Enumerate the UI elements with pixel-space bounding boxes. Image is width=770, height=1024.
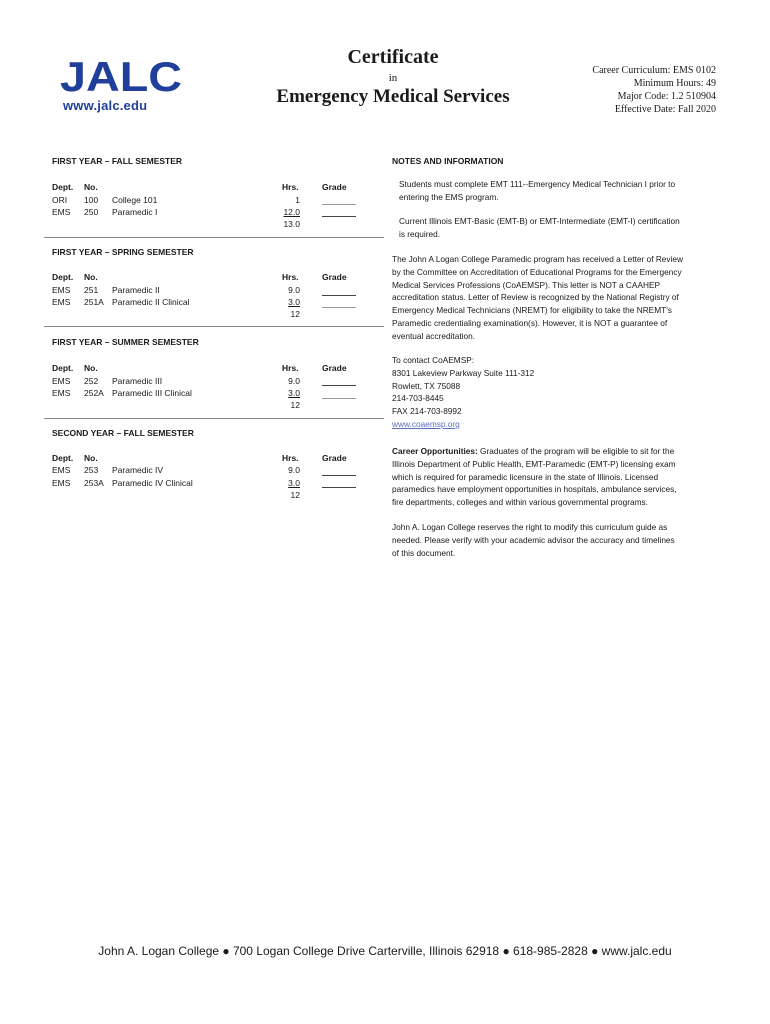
accreditation-note — [392, 253, 716, 343]
note-line: Students must complete EMT 111--Emergency Medical Technician I prior to — [399, 179, 676, 189]
semester-total-hours: 12 — [290, 490, 300, 500]
minimum-hours: Minimum Hours: 49 — [633, 78, 716, 89]
course-hours: 3.0 — [288, 478, 300, 488]
course-dept: EMS — [52, 465, 71, 475]
course-hours: 9.0 — [288, 465, 300, 475]
semester-title: FIRST YEAR – SPRING SEMESTER — [52, 247, 194, 257]
course-hours: 9.0 — [288, 285, 300, 295]
grade-header: Grade — [322, 182, 347, 192]
effective-date: Effective Date: Fall 2020 — [614, 104, 716, 115]
section-divider — [44, 237, 384, 238]
coaemsp-contact — [392, 354, 716, 431]
prerequisite-note — [399, 178, 723, 204]
hrs-header: Hrs. — [282, 453, 299, 463]
note-line: paramedics have employment opportunities in hospitals, ambulance services, — [392, 484, 677, 495]
dept-header: Dept. — [52, 363, 74, 373]
hrs-header: Hrs. — [282, 363, 299, 373]
note-line: Medical Services Professions (CoAEMSP). This letter is NOT a CAAHEP — [392, 279, 661, 290]
dept-header: Dept. — [52, 182, 74, 192]
footer-address: John A. Logan College ● 700 Logan College Drive Carterville, Illinois 62918 ● 618-985-2828 ● www.jalc.edu — [98, 944, 672, 958]
grade-blank — [322, 487, 356, 488]
note-line: of this document. — [392, 547, 456, 558]
no-header: No. — [84, 363, 98, 373]
course-dept: EMS — [52, 388, 71, 398]
contact-address: 8301 Lakeview Parkway Suite 111-312 — [392, 367, 535, 378]
career-text: Graduates of the program will be eligible to sit for the — [477, 446, 675, 456]
semester-title: FIRST YEAR – SUMMER SEMESTER — [52, 337, 199, 347]
logo-wordmark: JALC — [60, 58, 182, 94]
certification-note — [399, 215, 723, 241]
note-line: John A. Logan College reserves the right to modify this curriculum guide as — [392, 522, 668, 532]
grade-blank — [322, 295, 356, 296]
jalc-logo — [60, 58, 182, 94]
hrs-header: Hrs. — [282, 272, 299, 282]
course-hours: 1 — [295, 195, 300, 205]
course-number: 252A — [84, 388, 104, 398]
course-name: Paramedic IV Clinical — [112, 478, 193, 488]
course-number: 252 — [84, 376, 99, 386]
grade-blank — [322, 475, 356, 476]
course-dept: EMS — [52, 478, 71, 488]
note-line: Illinois Department of Public Health, EMT-Paramedic (EMT-P) licensing exam — [392, 458, 676, 469]
course-number: 251 — [84, 285, 99, 295]
course-name: Paramedic I — [112, 207, 158, 217]
course-name: Paramedic IV — [112, 465, 164, 475]
note-line: entering the EMS program. — [399, 191, 499, 202]
major-code: Major Code: 1.2 510904 — [617, 91, 716, 102]
section-divider — [44, 418, 384, 419]
career-label: Career Opportunities: — [392, 446, 478, 456]
grade-header: Grade — [322, 453, 347, 463]
logo-url[interactable]: www.jalc.edu — [63, 98, 148, 113]
dept-header: Dept. — [52, 272, 74, 282]
notes-title: NOTES AND INFORMATION — [392, 156, 504, 166]
course-name: Paramedic III Clinical — [112, 388, 192, 398]
grade-blank — [322, 204, 356, 205]
course-number: 250 — [84, 207, 99, 217]
course-dept: EMS — [52, 376, 71, 386]
note-line: is required. — [399, 228, 441, 239]
note-line: which is required for paramedic licensure in the state of Illinois. Licensed — [392, 471, 659, 482]
course-hours: 3.0 — [288, 297, 300, 307]
note-line: Emergency Medical Technicians (NREMT) for eligibility to take the NREMT's — [392, 305, 672, 316]
course-name: College 101 — [112, 195, 158, 205]
course-number: 253A — [84, 478, 104, 488]
career-curriculum: Career Curriculum: EMS 0102 — [592, 65, 716, 76]
note-line: accreditation status. Letter of Review is recognized by the National Registry of — [392, 292, 679, 303]
section-divider — [44, 326, 384, 327]
course-dept: ORI — [52, 195, 68, 205]
reservation-note — [392, 521, 716, 559]
course-name: Paramedic II Clinical — [112, 297, 190, 307]
semester-total-hours: 13.0 — [283, 219, 300, 229]
course-hours: 3.0 — [288, 388, 300, 398]
semester-title: SECOND YEAR – FALL SEMESTER — [52, 428, 194, 438]
no-header: No. — [84, 182, 98, 192]
note-line: The John A Logan College Paramedic program has received a Letter of Review — [392, 254, 684, 264]
semester-title: FIRST YEAR – FALL SEMESTER — [52, 156, 183, 166]
note-line: by the Committee on Accreditation of Educational Programs for the Emergency — [392, 266, 682, 277]
course-number: 253 — [84, 465, 99, 475]
no-header: No. — [84, 272, 98, 282]
grade-blank — [322, 216, 356, 217]
note-line: Paramedic credentialing examination(s). However, it is NOT a guarantee of — [392, 317, 668, 328]
dept-header: Dept. — [52, 453, 74, 463]
course-dept: EMS — [52, 297, 71, 307]
note-line: Current Illinois EMT-Basic (EMT-B) or EMT-Intermediate (EMT-I) certification — [399, 216, 680, 226]
grade-blank — [322, 385, 356, 386]
program-title: Emergency Medical Services — [276, 86, 510, 107]
career-opportunities — [392, 445, 716, 509]
note-line: fire departments, colleges and within various governmental programs. — [392, 497, 648, 508]
contact-line: To contact CoAEMSP: — [392, 355, 475, 365]
contact-phone: 214-703-8445 — [392, 393, 444, 404]
grade-header: Grade — [322, 272, 347, 282]
semester-total-hours: 12 — [290, 400, 300, 410]
contact-fax: FAX 214-703-8992 — [392, 406, 462, 417]
curriculum-meta — [592, 64, 716, 116]
course-name: Paramedic III — [112, 376, 163, 386]
course-dept: EMS — [52, 207, 71, 217]
contact-city: Rowlett, TX 75088 — [392, 380, 461, 391]
certificate-title: Certificate — [347, 46, 439, 68]
note-line: needed. Please verify with your academic advisor the accuracy and timelines — [392, 534, 675, 545]
grade-header: Grade — [322, 363, 347, 373]
certificate-in: in — [388, 72, 398, 84]
coaemsp-link[interactable]: www.coaemsp.org — [392, 418, 460, 429]
course-dept: EMS — [52, 285, 71, 295]
course-hours: 12.0 — [283, 207, 300, 217]
no-header: No. — [84, 453, 98, 463]
grade-blank — [322, 307, 356, 308]
course-hours: 9.0 — [288, 376, 300, 386]
note-line — [392, 445, 716, 458]
hrs-header: Hrs. — [282, 182, 299, 192]
grade-blank — [322, 398, 356, 399]
course-number: 251A — [84, 297, 104, 307]
semester-total-hours: 12 — [290, 309, 300, 319]
course-number: 100 — [84, 195, 99, 205]
course-name: Paramedic II — [112, 285, 160, 295]
note-line: eventual accreditation. — [392, 330, 476, 341]
